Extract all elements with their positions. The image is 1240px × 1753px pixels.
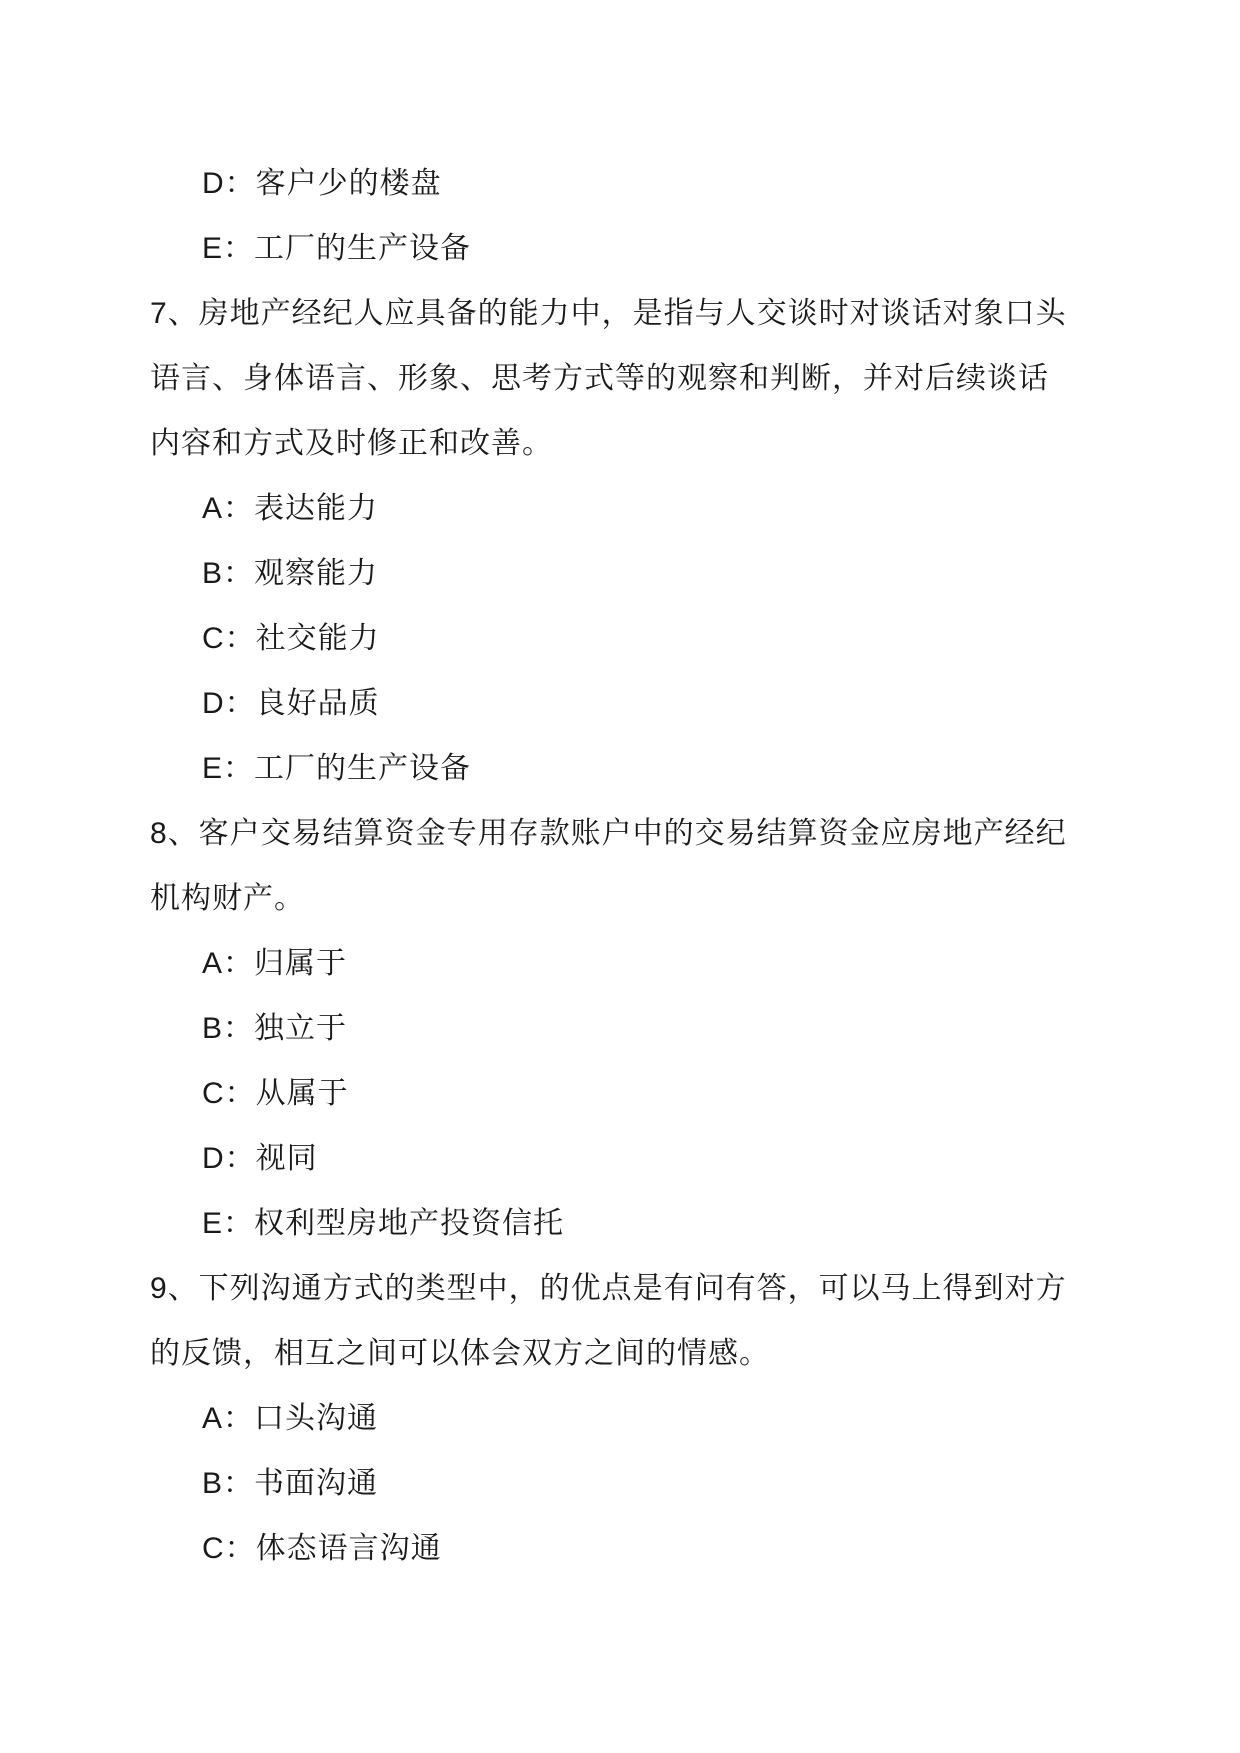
option-text: 视同 [255,1142,318,1175]
option-label: D： [202,1142,256,1175]
option-row [0,1516,1240,1581]
option-row [0,1061,1240,1126]
option-text: 口头沟通 [254,1402,379,1435]
question-stem-line: 7、房地产经纪人应具备的能力中，是指与人交谈时对谈话对象口头 [150,297,1067,330]
option-text: 良好品质 [255,687,380,720]
question-stem-line: 机构财产。 [150,882,305,915]
option-row [0,606,1240,671]
option-text: 表达能力 [254,492,379,525]
option-row [0,216,1240,281]
option-label: A： [202,492,255,525]
option-label: B： [202,557,255,590]
carryover-options [0,151,1240,281]
option-label: D： [202,167,256,200]
option-row [0,736,1240,801]
question-stem-line: 9、下列沟通方式的类型中，的优点是有问有答，可以马上得到对方 [150,1272,1067,1305]
option-text: 从属于 [255,1077,349,1110]
question-stem-line: 8、客户交易结算资金专用存款账户中的交易结算资金应房地产经纪 [150,817,1067,850]
question-stem-line: 内容和方式及时修正和改善。 [150,427,553,460]
option-row [0,476,1240,541]
option-label: E： [202,752,255,785]
option-text: 工厂的生产设备 [254,232,472,265]
option-label: D： [202,687,256,720]
option-label: C： [202,1532,256,1565]
option-row [0,996,1240,1061]
option-text: 观察能力 [254,557,379,590]
option-label: C： [202,622,256,655]
option-text: 权利型房地产投资信托 [254,1207,565,1240]
option-text: 社交能力 [255,622,380,655]
question-7 [0,281,1240,801]
page-content [0,151,1240,1581]
option-label: C： [202,1077,256,1110]
option-row [0,1191,1240,1256]
option-row [0,1126,1240,1191]
option-text: 体态语言沟通 [255,1532,442,1565]
question-stem-line: 语言、身体语言、形象、思考方式等的观察和判断，并对后续谈话 [150,362,1049,395]
option-label: A： [202,947,255,980]
option-row [0,1386,1240,1451]
option-row [0,541,1240,606]
option-text: 工厂的生产设备 [254,752,472,785]
option-text: 独立于 [254,1012,348,1045]
option-label: B： [202,1467,255,1500]
option-text: 客户少的楼盘 [255,167,442,200]
option-label: B： [202,1012,255,1045]
option-row [0,151,1240,216]
question-8 [0,801,1240,1256]
option-label: E： [202,1207,255,1240]
question-stem-line: 的反馈，相互之间可以体会双方之间的情感。 [150,1337,770,1370]
option-label: A： [202,1402,255,1435]
option-row [0,931,1240,996]
question-9 [0,1256,1240,1581]
option-text: 归属于 [254,947,348,980]
option-text: 书面沟通 [254,1467,379,1500]
option-row [0,1451,1240,1516]
option-row [0,671,1240,736]
option-label: E： [202,232,255,265]
